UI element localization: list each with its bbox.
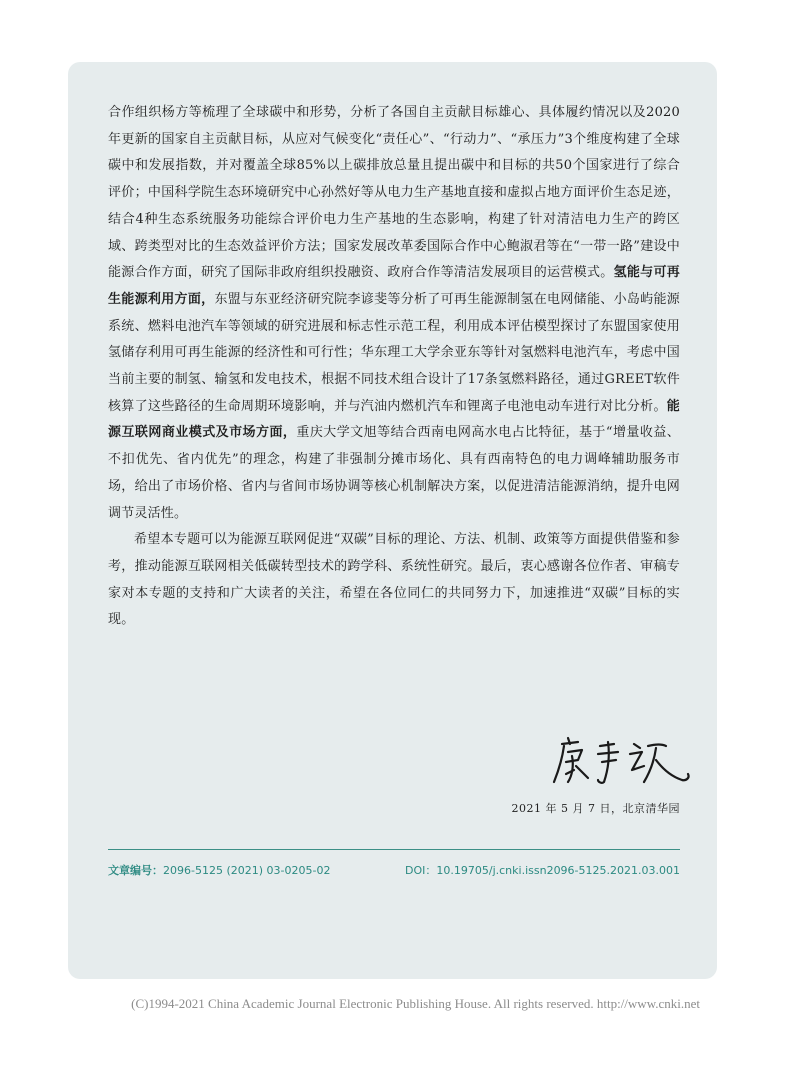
- handwritten-signature: [548, 730, 698, 790]
- section-heading-hydrogen: 氢能与可再生能源利用方面，: [108, 265, 680, 307]
- article-number-label: 文章编号：: [108, 864, 163, 877]
- article-number: [108, 862, 330, 878]
- section-heading-market: 能源互联网商业模式及市场方面，: [108, 398, 680, 441]
- paragraph-1: [108, 100, 680, 527]
- doi: DOI：10.19705/j.cnki.issn2096-5125.2021.03.001: [405, 864, 680, 877]
- article-number-value: 2096-5125 (2021) 03-0205-02: [163, 864, 331, 877]
- paragraph-1-part-2: 东盟与东亚经济研究院李谚斐等分析了可再生能源制氢在电网储能、小岛屿能源系统、燃料电池汽车等领域的研究进展和标志性示范工程，利用成本评估模型探讨了东盟国家使用氢储存利用可再生能源的经济性和可行性；华东理工大学余亚东等针对氢燃料电池汽车，考虑中国当前主要的制氢、输氢和发电技术，根据不同技术组合设计了17条氢燃料路径，通过GREET软件核算了这些路径的生命周期环境影响，并与汽油内燃机汽车和锂离子电池电动车进行对比分析。: [108, 291, 680, 414]
- article-body: [108, 100, 680, 634]
- paragraph-1-part-1: 合作组织杨方等梳理了全球碳中和形势，分析了各国自主贡献目标雄心、具体履约情况以及2020年更新的国家自主贡献目标，从应对气候变化“责任心”、“行动力”、“承压力”3个维度构建了全球碳中和发展指数，并对覆盖全球85%以上碳排放总量且提出碳中和目标的共50个国家进行了综合评价；中国科学院生态环境研究中心孙然好等从电力生产基地直接和虚拟占地方面评价生态足迹，结合4种生态系统服务功能综合评价电力生产基地的生态影响，构建了针对清洁电力生产的跨区域、跨类型对比的生态效益评价方法；国家发展改革委国际合作中心鲍淑君等在“一带一路”建设中能源合作方面，研究了国际非政府组织投融资、政府合作等清洁发展项目的运营模式。: [108, 105, 680, 281]
- copyright-notice: (C)1994-2021 China Academic Journal Electronic Publishing House. All rights reserved. http://www.cnki.net: [131, 996, 700, 1011]
- date-place: 2021 年 5 月 7 日，北京清华园: [511, 802, 680, 815]
- paragraph-2: 希望本专题可以为能源互联网促进“双碳”目标的理论、方法、机制、政策等方面提供借鉴和参考，推动能源互联网相关低碳转型技术的跨学科、系统性研究。最后，衷心感谢各位作者、审稿专家对本专题的支持和广大读者的关注，希望在各位同仁的共同努力下，加速推进“双碳”目标的实现。: [108, 532, 680, 628]
- footer-divider: [108, 849, 680, 850]
- paragraph-1-part-3: 重庆大学文旭等结合西南电网高水电占比特征，基于“增量收益、不扣优先、省内优先”的理念，构建了非强制分摊市场化、具有西南特色的电力调峰辅助服务市场，给出了市场价格、省内与省间市场协调等核心机制解决方案，以促进清洁能源消纳，提升电网调节灵活性。: [108, 425, 680, 521]
